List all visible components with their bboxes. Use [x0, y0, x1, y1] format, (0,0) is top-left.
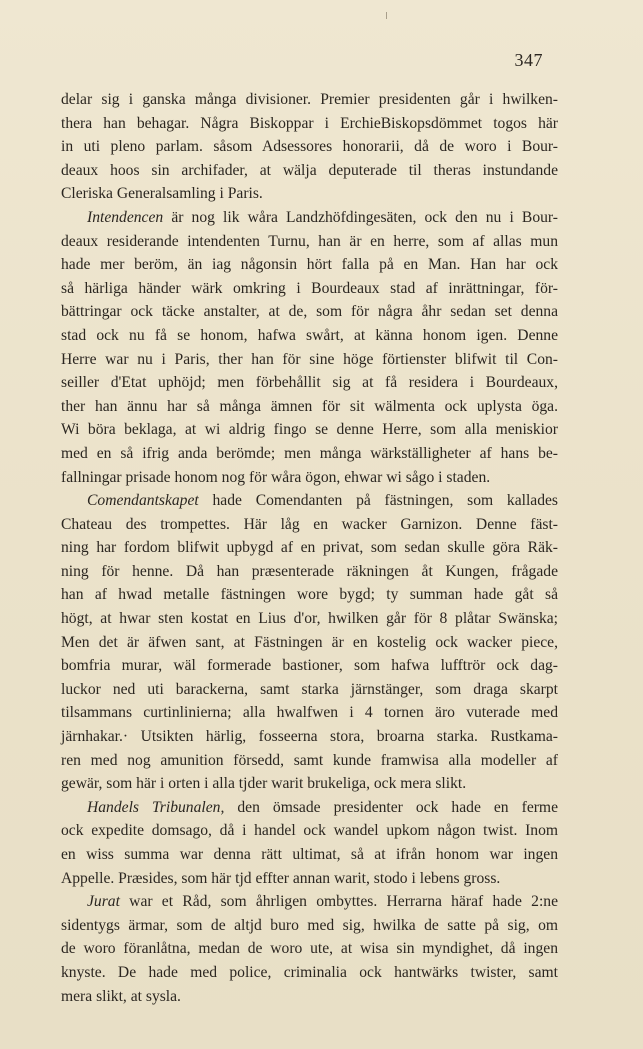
text-line — [61, 796, 558, 820]
line-text: thera han behagar. Några Biskoppar i ErchieBiskopsdömmet togos här — [61, 114, 558, 132]
line-text: stad ock nu få se honom, hafwa swårt, at känna honom igen. Denne — [61, 326, 558, 344]
text-line — [61, 418, 558, 442]
text-line — [61, 819, 558, 843]
text-line — [61, 843, 558, 867]
text-line — [61, 159, 558, 183]
italic-heading: Handels Tribunalen, — [87, 798, 225, 816]
text-line — [61, 583, 558, 607]
line-text: in uti pleno parlam. såsom Adsessores honorarii, då de woro i Bour- — [61, 138, 558, 156]
text-line — [61, 300, 558, 324]
text-line — [61, 654, 558, 678]
text-line — [61, 985, 558, 1009]
text-line — [61, 489, 558, 513]
line-text: ren med nog amunition försedd, samt kunde framwisa alla modeller af — [61, 751, 558, 769]
line-text: järnhakar.· Utsikten härlig, fosseerna stora, broarna starka. Rustkama- — [61, 728, 558, 746]
line-text: gewär, som här i orten i alla tjder warit brukeliga, ock mera slikt. — [61, 775, 467, 793]
line-text: så härliga händer wärk omkring i Bourdeaux stad af inrättningar, för- — [61, 279, 558, 297]
line-text: Chateau des trompettes. Här låg en wacker Garnizon. Denne fäst- — [61, 515, 558, 533]
line-text: hade Comendanten på fästningen, som kallades — [198, 492, 558, 510]
page-number: 347 — [514, 50, 543, 70]
text-line — [61, 277, 558, 301]
text-line — [61, 395, 558, 419]
text-line — [61, 442, 558, 466]
text-line — [61, 371, 558, 395]
line-text: är nog lik wåra Landzhöfdingesäten, ock den nu i Bour- — [163, 208, 558, 226]
text-line — [61, 961, 558, 985]
italic-heading: Comendantskapet — [87, 492, 199, 510]
line-text: deaux hoos sin archifader, at wälja deputerade til theras instundande — [61, 161, 558, 179]
text-line — [61, 772, 558, 796]
text-line — [61, 631, 558, 655]
text-line — [61, 560, 558, 584]
line-text: ther han ännu har så många ämnen för sit wälmenta ock uplysta öga. — [61, 397, 558, 415]
line-text: tilsammans curtinlinierna; alla hwalfwen i 4 tornen äro vuterade med — [61, 704, 558, 722]
body-text — [61, 88, 558, 1008]
line-text: luckor ned uti barackerna, samt starka järnstänger, som draga skarpt — [61, 680, 558, 698]
line-text: hade mer beröm, än iag någonsin hört falla på en Man. Han har ock — [61, 256, 558, 274]
text-line — [61, 348, 558, 372]
italic-heading: Jurat — [87, 893, 120, 911]
text-line — [61, 867, 558, 891]
text-line — [61, 607, 558, 631]
text-line — [61, 135, 558, 159]
text-line — [61, 749, 558, 773]
text-line — [61, 701, 558, 725]
text-line — [61, 206, 558, 230]
line-text: han af hwad metalle fästningen wore bygd; ty summan hade gåt så — [61, 586, 558, 604]
line-text: delar sig i ganska många divisioner. Premier presidenten går i hwilken- — [61, 91, 558, 108]
line-text: de woro föranlåtna, medan de woro ute, at wisa sin myndighet, då ingen — [61, 940, 558, 958]
text-line — [61, 182, 558, 206]
line-text: deaux residerande intendenten Turnu, han är en herre, som af allas mun — [61, 232, 558, 250]
line-text: bättringar ock täcke anstalter, at de, som för några åhr sedan set denna — [61, 303, 558, 321]
line-text: en wiss summa war denna rätt ultimat, så at ifrån honom war ingen — [61, 846, 558, 863]
text-line — [61, 88, 558, 112]
text-line — [61, 466, 558, 490]
line-text: Men det är äfwen sant, at Fästningen är en kostelig ock wacker piece, — [61, 633, 558, 651]
line-text: högt, at hwar sten kostat en Lius d'or, hwilken går för 8 plåtar Swänska; — [61, 610, 558, 628]
text-line — [61, 253, 558, 277]
italic-heading: Intendencen — [87, 208, 164, 226]
text-line — [61, 937, 558, 961]
line-text: Appelle. Præsides, som här tjd effter annan warit, stodo i lebens gross. — [61, 869, 501, 887]
line-text: Herre war nu i Paris, ther han för sine höge förtienster blifwit til Con- — [61, 350, 558, 368]
line-text: war et Råd, som åhrligen ombyttes. Herrarna häraf hade 2:ne — [119, 893, 558, 911]
text-line — [61, 112, 558, 136]
line-text: mera slikt, at sysla. — [61, 987, 181, 1005]
line-text: den ömsade presidenter ock hade en ferme — [224, 798, 558, 816]
line-text: fallningar prisade honom nog för wåra ögon, ehwar wi sågo i staden. — [61, 468, 491, 486]
line-text: seiller d'Etat uphöjd; men förbehållit sig at få residera i Bourdeaux, — [61, 374, 558, 392]
line-text: med en så ifrig anda berömde; men många wärkställigheter af hans be- — [61, 444, 558, 462]
text-line — [61, 890, 558, 914]
line-text: Cleriska Generalsamling i Paris. — [61, 185, 263, 203]
line-text: Wi böra beklaga, at wi aldrig fingo se denne Herre, som alla meniskior — [61, 421, 558, 439]
line-text: ock expedite domsago, då i handel ock wandel upkom någon twist. Inom — [61, 822, 558, 840]
text-line — [61, 230, 558, 254]
text-line — [61, 725, 558, 749]
text-line — [61, 324, 558, 348]
line-text: sidentygs ärmar, som de altjd buro med sig, hwilka de satte på sig, om — [61, 916, 558, 934]
line-text: knyste. De hade med police, criminalia ock hantwärks twister, samt — [61, 963, 558, 981]
text-line — [61, 513, 558, 537]
line-text: bomfria murar, wäl formerade bastioner, som hafwa lufftrör ock dag- — [61, 657, 558, 675]
text-line — [61, 678, 558, 702]
page-speck — [386, 12, 387, 19]
line-text: ning har fordom blifwit upbygd af en privat, som sedan skulle göra Räk- — [61, 539, 558, 557]
text-line — [61, 536, 558, 560]
text-line — [61, 914, 558, 938]
line-text: ning för henne. Då han præsenterade räkningen åt Kungen, frågade — [61, 562, 558, 580]
